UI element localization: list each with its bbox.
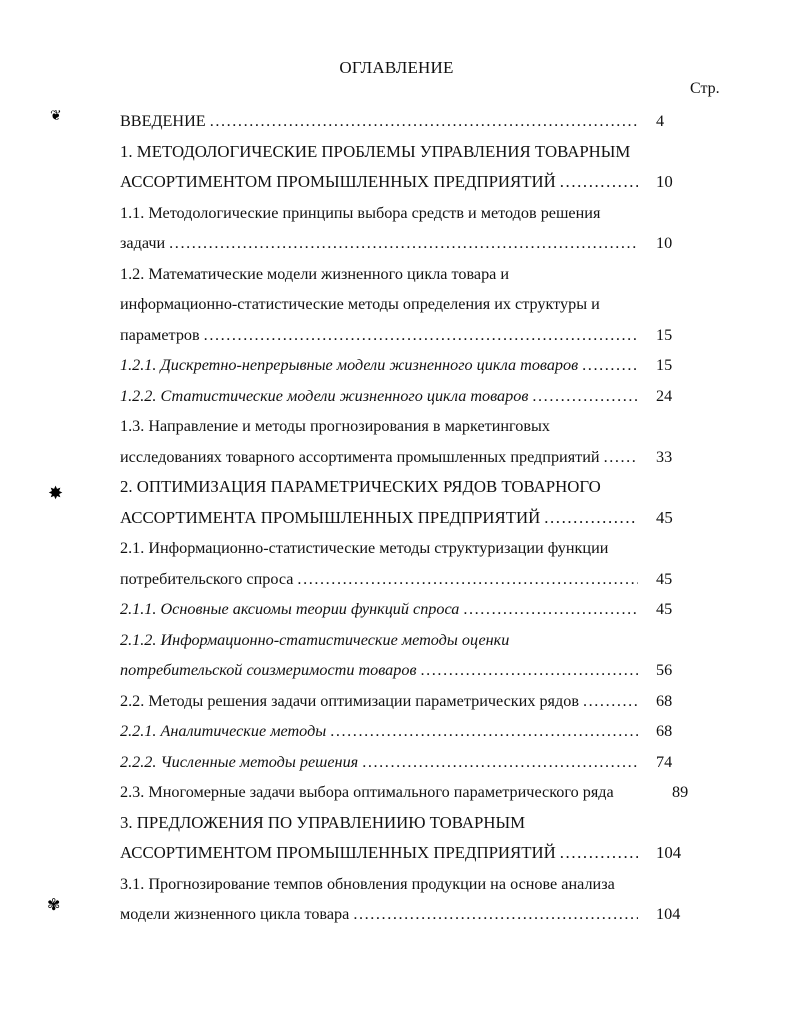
leader-dots — [544, 503, 638, 534]
toc-entry-3-1[interactable] — [120, 869, 720, 900]
toc-entry-page: 89 — [672, 783, 689, 801]
toc-entry-page: 56 — [656, 661, 673, 679]
toc-entry-chapter-2[interactable] — [120, 472, 720, 503]
toc-entry-intro[interactable] — [120, 106, 720, 137]
leader-dots — [330, 716, 638, 747]
toc-entry-text: 2.2. Методы решения задачи оптимизации параметрических рядов — [120, 691, 579, 710]
toc-entry-text: модели жизненного цикла товара — [120, 905, 350, 923]
toc-entry-2-1[interactable] — [120, 533, 720, 564]
toc-entry-chapter-1[interactable] — [120, 137, 720, 168]
toc-entry-text: 2.1.2. Информационно-статистические методы оценки — [120, 630, 510, 649]
toc-entry-text: информационно-статистические методы определения их структуры и — [120, 295, 600, 313]
toc-entry-page: 15 — [656, 356, 673, 374]
toc-entry-text: 1.3. Направление и методы прогнозирования в маркетинговых — [120, 417, 550, 435]
toc-entry-page: 104 — [656, 843, 682, 862]
toc-entry-2-1-cont[interactable] — [120, 564, 720, 595]
toc-entry-page: 15 — [656, 325, 673, 344]
toc-entry-text: 2. ОПТИМИЗАЦИЯ ПАРАМЕТРИЧЕСКИХ РЯДОВ ТОВАРНОГО — [120, 477, 601, 496]
toc-entry-text: АССОРТИМЕНТОМ ПРОМЫШЛЕННЫХ ПРЕДПРИЯТИЙ — [120, 843, 556, 862]
toc-entry-1-2-cont[interactable] — [120, 289, 720, 320]
toc-entry-text: 1. МЕТОДОЛОГИЧЕСКИЕ ПРОБЛЕМЫ УПРАВЛЕНИЯ ТОВАРНЫМ — [120, 141, 631, 161]
toc-entry-text: задачи — [120, 234, 166, 252]
toc-entry-text: АССОРТИМЕНТА ПРОМЫШЛЕННЫХ ПРЕДПРИЯТИЙ — [120, 507, 541, 527]
toc-entry-text: 1.1. Методологические принципы выбора средств и методов решения — [120, 203, 601, 222]
leader-dots — [210, 106, 638, 137]
toc-entry-text: 3.1. Прогнозирование темпов обновления продукции на основе анализа — [120, 874, 615, 893]
leader-dots — [353, 899, 638, 930]
toc-entry-chapter-3-cont[interactable] — [120, 838, 720, 869]
leader-dots — [362, 747, 638, 778]
toc-entry-text: 1.2.1. Дискретно-непрерывные модели жизненного цикла товаров — [120, 356, 579, 374]
toc-entry-chapter-2-cont[interactable] — [120, 503, 720, 534]
toc-entry-chapter-3[interactable] — [120, 808, 720, 839]
toc-entry-text: потребительского спроса — [120, 569, 294, 588]
leader-dots — [297, 564, 638, 595]
toc-entry-1-1[interactable] — [120, 198, 720, 229]
toc-entry-2-2-2[interactable] — [120, 747, 720, 778]
toc-entry-1-1-cont[interactable] — [120, 228, 720, 259]
toc-entry-text: 2.1. Информационно-статистические методы структуризации функции — [120, 539, 609, 557]
toc-entry-page: 24 — [656, 386, 673, 405]
toc-entry-2-1-2-cont[interactable] — [120, 655, 720, 686]
toc-entry-text: 3. ПРЕДЛОЖЕНИЯ ПО УПРАВЛЕНИИЮ ТОВАРНЫМ — [120, 812, 526, 832]
toc-entry-2-2-1[interactable] — [120, 716, 720, 747]
toc-entry-chapter-1-cont[interactable] — [120, 167, 720, 198]
leader-dots — [463, 594, 638, 625]
toc-entry-1-3-cont[interactable] — [120, 442, 720, 473]
toc-entry-2-1-2[interactable] — [120, 625, 720, 656]
leader-dots — [604, 442, 638, 473]
toc-entry-text: потребительской соизмеримости товаров — [120, 661, 417, 679]
toc-entry-1-2-1[interactable] — [120, 350, 720, 381]
toc-entry-1-2[interactable] — [120, 259, 720, 290]
leader-dots — [583, 686, 638, 717]
leader-dots — [560, 167, 638, 198]
toc-entry-page: 4 — [656, 112, 665, 130]
toc-entry-2-1-1[interactable] — [120, 594, 720, 625]
toc-title: ОГЛАВЛЕНИЕ — [339, 58, 454, 77]
table-of-contents — [120, 106, 720, 930]
toc-entry-3-1-cont[interactable] — [120, 899, 720, 930]
leader-dots — [169, 228, 638, 259]
toc-entry-page: 45 — [656, 569, 673, 588]
toc-entry-page: 10 — [656, 234, 673, 252]
toc-entry-page: 45 — [656, 600, 673, 618]
toc-entry-text: ВВЕДЕНИЕ — [120, 112, 206, 130]
toc-entry-page: 45 — [656, 507, 673, 527]
page-column-label: Стр. — [690, 80, 720, 97]
margin-mark-icon: ❦ — [50, 109, 62, 124]
toc-entry-text: 2.2.1. Аналитические методы — [120, 722, 327, 740]
toc-entry-1-2-cont[interactable] — [120, 320, 720, 351]
toc-entry-page: 74 — [656, 752, 673, 771]
toc-entry-text: 2.3. Многомерные задачи выбора оптимального параметрического ряда — [120, 783, 614, 801]
toc-entry-page: 104 — [656, 905, 681, 923]
toc-entry-2-2[interactable] — [120, 686, 720, 717]
margin-mark-icon: ✾ — [47, 897, 61, 914]
toc-entry-text: 2.1.1. Основные аксиомы теории функций спроса — [120, 600, 460, 618]
toc-entry-text: параметров — [120, 325, 200, 344]
toc-entry-text: 1.2. Математические модели жизненного цикла товара и — [120, 264, 510, 283]
toc-entry-text: 2.2.2. Численные методы решения — [120, 752, 359, 771]
toc-entry-text: исследованиях товарного ассортимента промышленных предприятий — [120, 447, 600, 466]
leader-dots — [204, 320, 638, 351]
leader-dots — [420, 655, 638, 686]
toc-entry-page: 10 — [656, 172, 673, 191]
toc-entry-1-2-2[interactable] — [120, 381, 720, 412]
toc-entry-page: 68 — [656, 691, 673, 710]
toc-entry-text: 1.2.2. Статистические модели жизненного цикла товаров — [120, 386, 529, 405]
toc-entry-2-3[interactable] — [120, 777, 720, 808]
leader-dots — [532, 381, 638, 412]
margin-mark-icon: ✸ — [48, 483, 64, 503]
leader-dots — [582, 350, 638, 381]
toc-entry-1-3[interactable] — [120, 411, 720, 442]
toc-entry-page: 33 — [656, 447, 673, 466]
toc-entry-page: 68 — [656, 722, 673, 740]
leader-dots — [560, 838, 638, 869]
toc-entry-text: АССОРТИМЕНТОМ ПРОМЫШЛЕННЫХ ПРЕДПРИЯТИЙ — [120, 172, 556, 191]
